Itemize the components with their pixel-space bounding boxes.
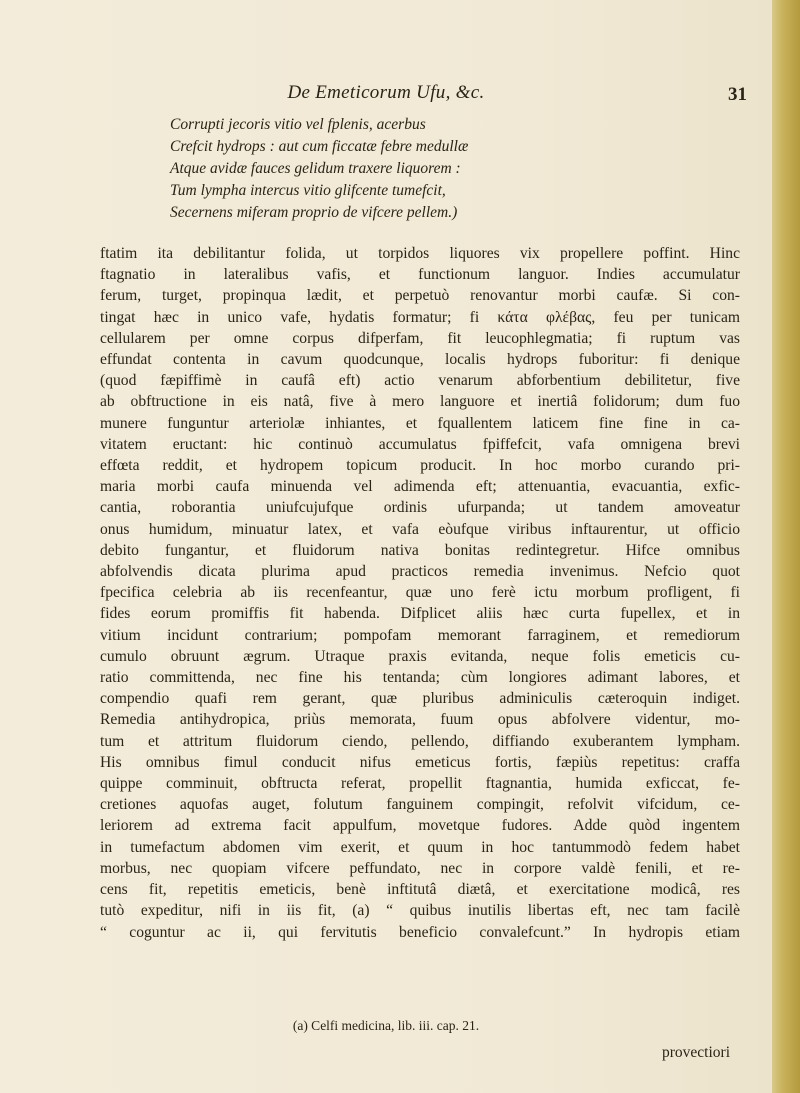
running-head: De Emeticorum Ufu, &c. [287, 82, 485, 103]
text-line: fpecifica celebria ab iis recenfeantur, quæ uno ferè ictu morbum profligent, fi [100, 584, 740, 602]
text-line: leriorem ad extrema facit appulfum, movetque fudores. Adde quòd ingentem [100, 817, 740, 835]
text-line: compendio quafi rem gerant, quæ pluribus adminiculis cæteroquin indiget. [100, 690, 740, 708]
verse-line: Corrupti jecoris vitio vel fplenis, acerbus [170, 116, 426, 133]
text-line: ratio committenda, nec fine his tentanda; cùm longiores adimant labores, et [100, 669, 740, 687]
text-line: ab obftructione in eis natâ, five à mero languore et inertiâ folidorum; dum fuo [100, 393, 740, 411]
text-line: ftatim ita debilitantur folida, ut torpidos liquores vix propellere poffint. Hinc [100, 245, 740, 262]
text-line: effœta reddit, et hydropem topicum producit. In hoc morbo curando pri- [100, 457, 740, 475]
text-line: morbus, nec quopiam vifcere peffundato, nec in corpore valdè fenili, et re- [100, 859, 740, 877]
text-line: in tumefactum abdomen vim exerit, et quum in hoc tantummodò fedem habet [100, 838, 740, 856]
catchword: provectiori [662, 1044, 731, 1061]
text-line: cumulo obruunt ægrum. Utraque praxis evitanda, neque folis emeticis cu- [100, 647, 740, 665]
verse-quotation [170, 114, 690, 224]
text-line: “ coguntur ac ii, qui fervitutis beneficio convalefcunt.” In hydropis etiam [100, 923, 740, 941]
text-line: cellularem per omne corpus difperfam, fit leucophlegmatia; fi ruptum vas [100, 329, 740, 347]
text-line: debito fungantur, et fluidorum nativa bonitas redintegretur. Hifce omnibus [100, 541, 740, 559]
text-line: maria morbi caufa minuenda vel adimenda eft; attenuantia, evacuantia, exfic- [100, 478, 740, 496]
text-line: fides eorum promiffis fit habenda. Difplicet aliis hæc curta fupellex, et in [100, 605, 740, 623]
body-paragraph [100, 243, 740, 943]
page-number: 31 [728, 84, 747, 105]
text-line: munere funguntur arteriolæ inhiantes, et fquallentem laticem fine fine in ca- [100, 414, 740, 432]
text-line: ftagnatio in lateralibus vafis, et functionum languor. Indies accumulatur [100, 266, 740, 284]
text-line: (quod fæpiffimè in caufâ eft) actio venarum abforbentium debilitetur, five [100, 372, 740, 390]
text-line: vitium incidunt contrarium; pompofam memorant farraginem, et remediorum [100, 626, 740, 644]
text-line: Remedia antihydropica, priùs memorata, fuum opus abfolvere videntur, mo- [100, 711, 740, 729]
text-line: onus humidum, minuatur latex, et vafa eòufque viribus inftaurentur, ut officio [100, 520, 740, 538]
page-edge [772, 0, 800, 1093]
text-line: ferum, turget, propinqua lædit, et perpetuò renovantur morbi caufæ. Si con- [100, 287, 740, 305]
text-line: tingat hæc in unico vafe, hydatis formatur; fi κάτα φλέβας, feu per tunicam [100, 308, 740, 326]
text-line: quippe comminuit, obftructa referat, propellit ftagnantia, humida exficcat, fe- [100, 775, 740, 793]
text-line: cantia, roborantia uniufcujufque ordinis ufurpanda; ut tandem amoveatur [100, 499, 740, 517]
verse-line: Tum lympha intercus vitio glifcente tumefcit, [170, 182, 446, 199]
text-line: effundat contenta in cavum quodcunque, localis hydrops fuboritur: fi denique [100, 351, 740, 369]
text-line: tutò expeditur, nifi in iis fit, (a) “ quibus inutilis libertas eft, nec tam facilè [100, 902, 740, 920]
verse-line: Atque avidæ fauces gelidum traxere liquorem : [170, 160, 461, 177]
text-line: tum et attritum fluidorum ciendo, pellendo, diffiando exuberantem lympham. [100, 732, 740, 750]
text-line: cens fit, repetitis emeticis, benè inftitutâ diætâ, et exercitatione modicâ, res [100, 881, 740, 899]
text-line: abfolvendis dicata plurima apud practicos remedia invenimus. Nefcio quot [100, 563, 740, 581]
text-line: cretiones aquofas auget, folutum fanguinem compingit, refolvit vifcidum, ce- [100, 796, 740, 814]
text-line: vitatem eructant: hic continuò accumulatus fpiffefcit, vafa omnigena brevi [100, 435, 740, 453]
text-line: His omnibus fimul conducit nifus emeticus fortis, fæpiùs repetitus: craffa [100, 753, 740, 771]
footnote: (a) Celfi medicina, lib. iii. cap. 21. [292, 1018, 480, 1033]
verse-line: Secernens miferam proprio de vifcere pellem.) [170, 204, 458, 221]
verse-line: Crefcit hydrops : aut cum ficcatæ febre medullæ [170, 138, 469, 155]
